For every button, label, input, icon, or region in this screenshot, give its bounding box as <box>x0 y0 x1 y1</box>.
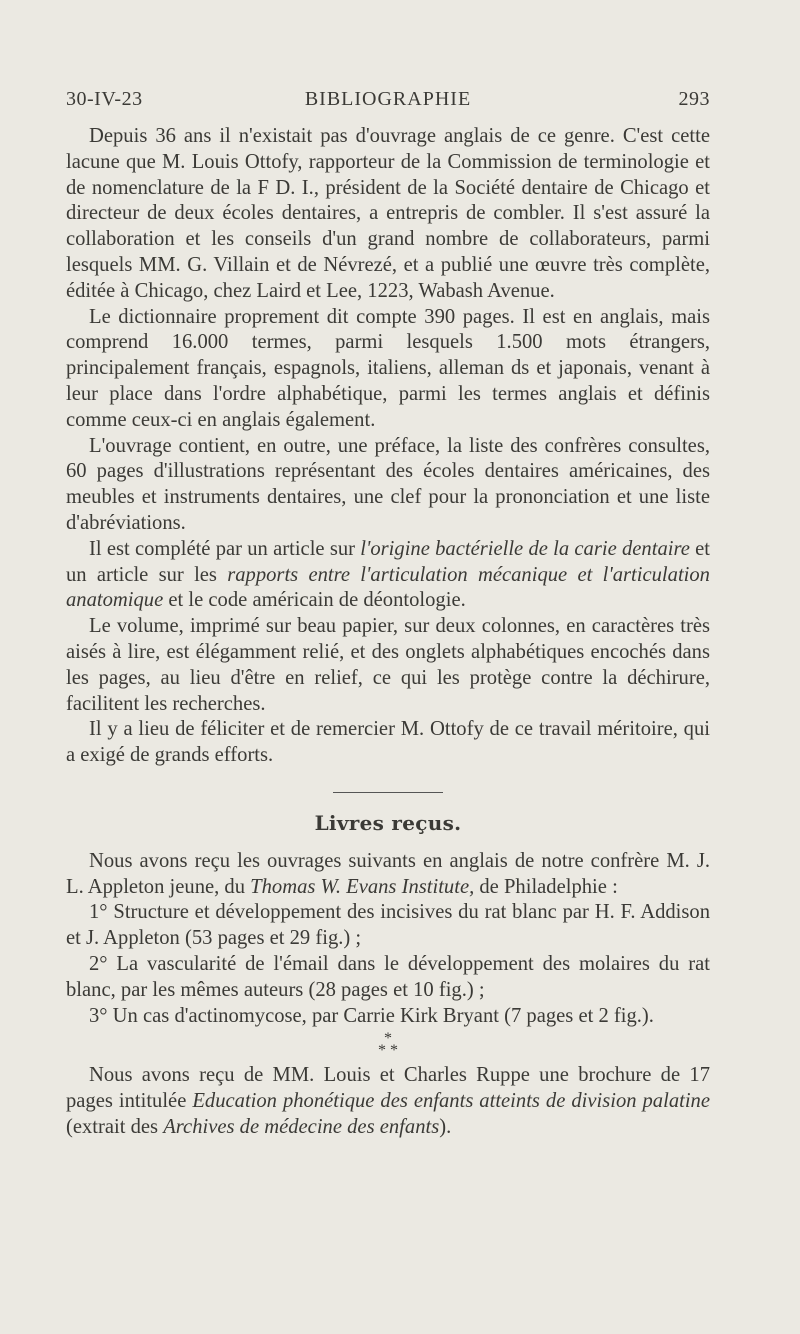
asterism-top: * <box>384 1030 392 1048</box>
list-item: 2° La vascularité de l'émail dans le développement des molaires du rat blanc, par les mêmes auteurs (28 pages et 10 fig.) ; <box>66 952 710 1001</box>
paragraph-contents: L'ouvrage contient, en outre, une préface, la liste des confrères consultes, 60 pages d'illustrations représentant des écoles dentaires américaines, des meubles et instruments dentaires, une clef pour la prononciation et une liste d'abréviations. <box>66 434 710 534</box>
section-heading: Livres reçus. <box>314 810 462 835</box>
text-segment: Il est complété par un article sur <box>89 537 361 560</box>
italic-title: l'origine bactérielle de la carie dentaire <box>360 537 690 560</box>
text-segment: et le code américain de déontologie. <box>163 589 466 612</box>
paragraph-brochure <box>66 1063 710 1140</box>
header-section-title: BIBLIOGRAPHIE <box>304 88 472 110</box>
text-segment: Nous avons reçu les ouvrages suivants en anglais de notre confrère M. J. L. Appleton jeune, du <box>66 849 710 898</box>
italic-title: Education phonétique des enfants atteints de division palatine <box>192 1090 710 1113</box>
header-date: 30-IV-23 <box>66 88 143 110</box>
paragraph-congratulations: Il y a lieu de féliciter et de remercier M. Ottofy de ce travail méritoire, qui a exigé de grands efforts. <box>66 718 710 767</box>
italic-title: Archives de médecine des enfants <box>163 1115 440 1138</box>
paragraph-books-intro <box>66 849 710 901</box>
list-item: 1° Structure et développement des incisives du rat blanc par H. F. Addison et J. Appleton (53 pages et 29 fig.) ; <box>66 901 710 950</box>
paragraph-articles <box>66 537 710 614</box>
section-divider <box>333 792 443 793</box>
running-header <box>66 88 710 118</box>
paragraph-volume: Le volume, imprimé sur beau papier, sur deux colonnes, en caractères très aisés à lire, est élégamment relié, et des onglets alphabétiques encochés dans les pages, au lieu d'être en relief, ce qui les protège contre la déchirure, facilitent les recherches. <box>66 615 710 715</box>
text-segment: de Philadelphie : <box>474 875 618 898</box>
page-number: 293 <box>678 88 710 110</box>
asterism-separator <box>66 1030 710 1060</box>
asterism-bottom: * * <box>378 1042 398 1060</box>
paragraph-review-intro: Depuis 36 ans il n'existait pas d'ouvrage anglais de ce genre. C'est cette lacune que M. Louis Ottofy, rapporteur de la Commission de terminologie et de nomenclature de la F D. I., président de la Société dentaire de Chicago et directeur de deux écoles dentaires, a entrepris de combler. Il s'est assuré la collaboration et les conseils d'un grand nombre de collaborateurs, parmi lesquels MM. G. Villain et de Névrezé, et a publié une œuvre très complète, éditée à Chicago, chez Laird et Lee, 1223, Wabash Avenue. <box>66 125 710 302</box>
text-segment: et un article sur les <box>66 537 710 586</box>
paragraph-dictionary: Le dictionnaire proprement dit compte 390 pages. Il est en anglais, mais comprend 16.000 termes, parmi lesquels 1.500 mots étrangers, principalement français, espagnols, italiens, alleman ds et japonais, venant à leur place dans l'ordre alphabétique, parmi les termes anglais et définis comme ceux-ci en anglais également. <box>66 305 710 431</box>
italic-institute: Thomas W. Evans Institute, <box>250 875 475 898</box>
italic-title: rapports entre l'articulation mécanique et l'articulation anatomique <box>66 563 710 612</box>
text-segment: (extrait des <box>66 1115 164 1138</box>
list-item: 3° Un cas d'actinomycose, par Carrie Kirk Bryant (7 pages et 2 fig.). <box>89 1004 654 1027</box>
text-segment: Nous avons reçu de MM. Louis et Charles Ruppe une brochure de 17 pages intitulée <box>66 1064 710 1113</box>
page-body <box>66 124 710 1141</box>
text-segment: ). <box>439 1115 452 1138</box>
